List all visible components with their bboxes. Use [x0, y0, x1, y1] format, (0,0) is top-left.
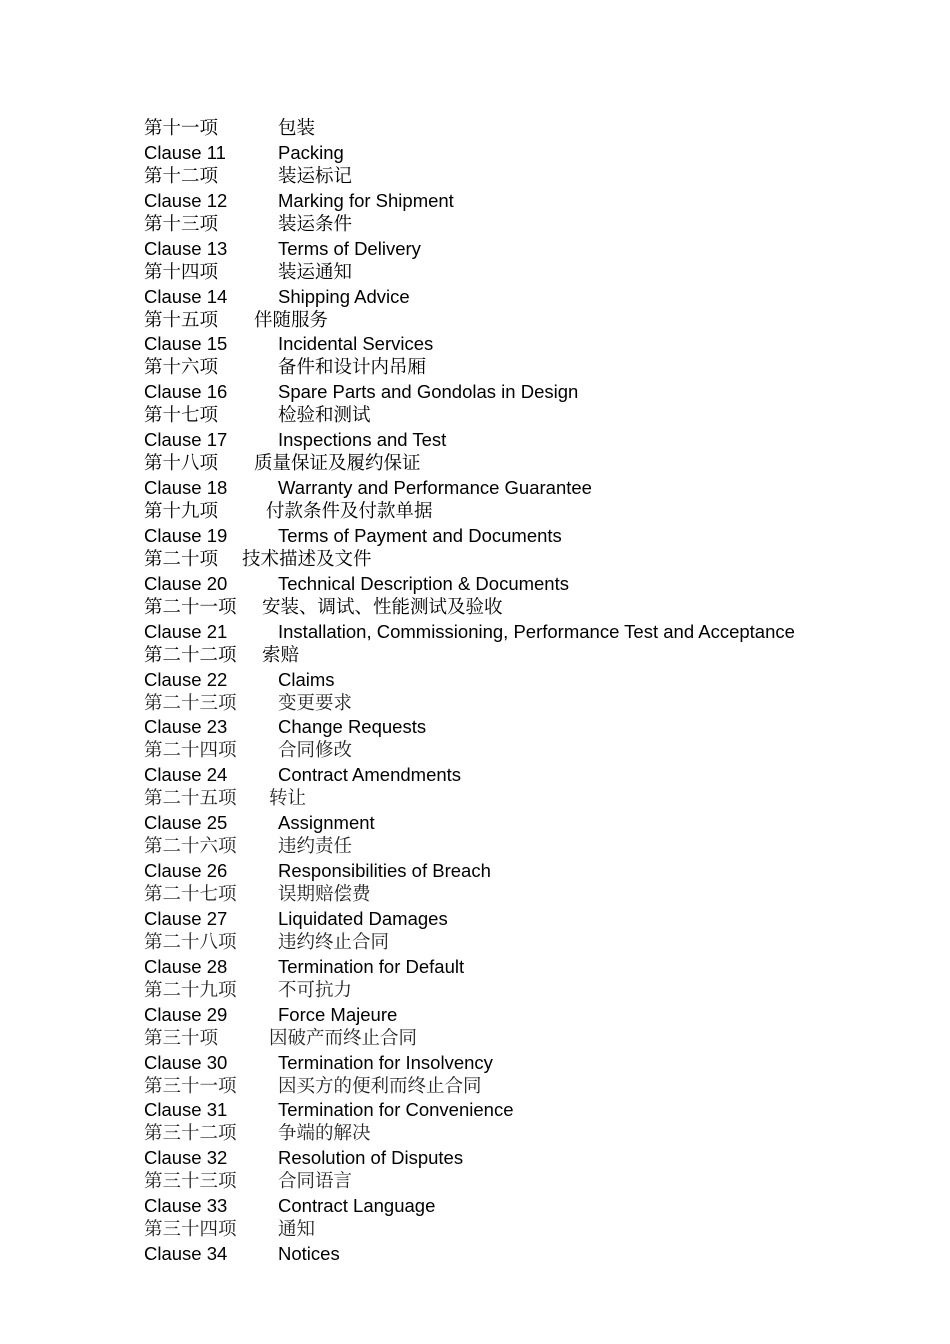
clause-zh-number: 第十五项 [144, 309, 219, 331]
clause-zh-number: 第十七项 [144, 405, 219, 427]
clause-en-number: Clause 20 [144, 572, 228, 594]
clause-zh-title: 变更要求 [278, 692, 353, 714]
clause-zh-number: 第二十三项 [144, 692, 237, 714]
clause-en-row [144, 955, 934, 979]
clause-zh-row [144, 452, 934, 476]
clause-en-number: Clause 23 [144, 716, 228, 738]
clause-zh-title: 装运条件 [278, 213, 353, 235]
clause-zh-number: 第二十八项 [144, 931, 237, 953]
clause-en-title: Liquidated Damages [278, 907, 448, 929]
clause-zh-title: 安装、调试、性能测试及验收 [262, 596, 503, 618]
clause-en-row [144, 859, 934, 883]
clause-zh-title: 装运通知 [278, 261, 353, 283]
clause-en-row [144, 572, 934, 596]
clause-en-number: Clause 17 [144, 429, 228, 451]
clause-en-row [144, 1242, 934, 1266]
clause-zh-row [144, 1170, 934, 1194]
clause-zh-row [144, 500, 934, 524]
clause-zh-title: 通知 [278, 1219, 316, 1241]
clause-en-title: Force Majeure [278, 1003, 398, 1025]
clause-en-number: Clause 26 [144, 860, 228, 882]
clause-zh-number: 第三十三项 [144, 1171, 237, 1193]
clause-en-number: Clause 22 [144, 668, 228, 690]
clause-en-number: Clause 27 [144, 907, 228, 929]
clause-en-title: Claims [278, 668, 335, 690]
clause-zh-title: 检验和测试 [278, 405, 371, 427]
clause-en-number: Clause 16 [144, 381, 228, 403]
clause-zh-number: 第十三项 [144, 213, 219, 235]
clause-en-title: Spare Parts and Gondolas in Design [278, 381, 579, 403]
clause-en-number: Clause 29 [144, 1003, 228, 1025]
clause-zh-row [144, 1218, 934, 1242]
clause-en-row [144, 1051, 934, 1075]
clause-zh-row [144, 883, 934, 907]
clause-zh-number: 第二十四项 [144, 740, 237, 762]
clause-en-row [144, 620, 934, 644]
clause-zh-row [144, 692, 934, 716]
clause-zh-row [144, 644, 934, 668]
clause-en-number: Clause 14 [144, 285, 228, 307]
clause-zh-title: 争端的解决 [278, 1123, 371, 1145]
clause-en-title: Change Requests [278, 716, 427, 738]
clause-zh-row [144, 261, 934, 285]
clause-en-title: Installation, Commissioning, Performance Test and Acceptance [278, 620, 795, 642]
clause-en-row [144, 1194, 934, 1218]
clause-zh-row [144, 309, 934, 333]
clause-zh-number: 第二十二项 [144, 644, 237, 666]
clause-zh-title: 备件和设计内吊厢 [278, 357, 427, 379]
clause-zh-row [144, 787, 934, 811]
clause-en-row [144, 380, 934, 404]
clause-zh-title: 付款条件及付款单据 [266, 501, 433, 522]
clause-en-number: Clause 25 [144, 812, 228, 834]
clause-zh-title: 质量保证及履约保证 [254, 453, 421, 475]
clause-en-row [144, 715, 934, 739]
clause-zh-title: 违约责任 [278, 836, 353, 858]
clause-en-row [144, 189, 934, 213]
clause-zh-row [144, 739, 934, 763]
clause-zh-title: 包装 [278, 118, 316, 139]
clause-en-number: Clause 28 [144, 955, 228, 977]
clause-zh-title: 伴随服务 [254, 309, 329, 331]
clause-zh-title: 转让 [269, 788, 307, 810]
clause-zh-title: 误期赔偿费 [278, 884, 371, 905]
clause-en-number: Clause 32 [144, 1147, 228, 1169]
clause-zh-row [144, 165, 934, 189]
clause-en-title: Marking for Shipment [278, 189, 454, 211]
clause-zh-row [144, 548, 934, 572]
clause-en-title: Terms of Payment and Documents [278, 524, 562, 546]
clause-en-number: Clause 12 [144, 189, 228, 211]
clause-en-title: Responsibilities of Breach [278, 860, 491, 882]
clause-zh-number: 第二十七项 [144, 884, 237, 905]
clause-en-number: Clause 31 [144, 1099, 228, 1121]
clause-en-row [144, 285, 934, 309]
clause-zh-row [144, 596, 934, 620]
clause-zh-row [144, 356, 934, 380]
clause-zh-number: 第二十六项 [144, 836, 237, 858]
clause-en-title: Notices [278, 1243, 340, 1265]
clause-zh-number: 第三十一项 [144, 1075, 237, 1097]
clause-en-row [144, 141, 934, 165]
clause-zh-number: 第十九项 [144, 501, 219, 522]
clause-zh-row [144, 213, 934, 237]
clause-zh-number: 第三十四项 [144, 1219, 237, 1241]
clause-zh-row [144, 404, 934, 428]
clause-en-row [144, 763, 934, 787]
clause-en-title: Incidental Services [278, 333, 434, 355]
clause-en-title: Contract Language [278, 1195, 436, 1217]
clause-en-title: Termination for Insolvency [278, 1051, 493, 1073]
clause-zh-row [144, 1075, 934, 1099]
clause-zh-number: 第十四项 [144, 261, 219, 283]
clause-zh-number: 第二十项 [144, 548, 219, 570]
clause-en-number: Clause 15 [144, 333, 228, 355]
clause-zh-title: 因破产而终止合同 [269, 1027, 418, 1049]
clause-en-row [144, 237, 934, 261]
clause-en-title: Terms of Delivery [278, 237, 421, 259]
clause-zh-number: 第十八项 [144, 453, 219, 475]
clause-zh-number: 第二十五项 [144, 788, 237, 810]
clause-zh-title: 合同语言 [278, 1171, 353, 1193]
clause-zh-row [144, 117, 934, 141]
clause-en-row [144, 811, 934, 835]
clause-zh-number: 第十二项 [144, 165, 219, 187]
clause-zh-title: 违约终止合同 [278, 931, 390, 953]
clause-en-row [144, 476, 934, 500]
clause-en-title: Resolution of Disputes [278, 1147, 464, 1169]
clause-en-number: Clause 18 [144, 477, 228, 499]
clause-en-number: Clause 21 [144, 620, 228, 642]
clause-en-title: Termination for Default [278, 955, 465, 977]
clause-zh-row [144, 979, 934, 1003]
clause-zh-row [144, 931, 934, 955]
clause-en-row [144, 1146, 934, 1170]
clause-en-title: Packing [278, 141, 344, 163]
clause-zh-title: 索赔 [262, 644, 300, 666]
clause-en-row [144, 668, 934, 692]
clause-zh-title: 装运标记 [278, 165, 353, 187]
clause-en-number: Clause 24 [144, 764, 228, 786]
clause-zh-number: 第三十项 [144, 1027, 219, 1049]
clause-en-row [144, 1003, 934, 1027]
clause-en-number: Clause 19 [144, 524, 228, 546]
clause-zh-title: 因买方的便利而终止合同 [278, 1075, 482, 1097]
clause-en-number: Clause 13 [144, 237, 228, 259]
clause-en-title: Shipping Advice [278, 285, 410, 307]
clause-zh-title: 合同修改 [278, 740, 353, 762]
clause-en-row [144, 1098, 934, 1122]
clause-en-number: Clause 11 [144, 141, 226, 163]
clause-en-title: Assignment [278, 812, 375, 834]
clause-en-title: Termination for Convenience [278, 1099, 514, 1121]
clause-en-number: Clause 34 [144, 1243, 228, 1265]
clause-en-title: Contract Amendments [278, 764, 462, 786]
clause-list [144, 117, 934, 1266]
clause-en-number: Clause 30 [144, 1051, 228, 1073]
clause-zh-title: 不可抗力 [278, 979, 353, 1001]
clause-en-row [144, 428, 934, 452]
clause-zh-title: 技术描述及文件 [242, 548, 372, 570]
clause-zh-number: 第二十一项 [144, 596, 237, 618]
clause-zh-row [144, 1027, 934, 1051]
clause-zh-number: 第十一项 [144, 118, 219, 139]
clause-zh-number: 第二十九项 [144, 979, 237, 1001]
clause-en-number: Clause 33 [144, 1195, 228, 1217]
clause-en-title: Warranty and Performance Guarantee [278, 477, 592, 499]
clause-zh-row [144, 1122, 934, 1146]
clause-en-row [144, 907, 934, 931]
clause-zh-number: 第三十二项 [144, 1123, 237, 1145]
clause-zh-number: 第十六项 [144, 357, 219, 379]
clause-en-title: Technical Description & Documents [278, 572, 569, 594]
clause-en-row [144, 524, 934, 548]
clause-zh-row [144, 835, 934, 859]
clause-en-row [144, 332, 934, 356]
clause-en-title: Inspections and Test [278, 429, 447, 451]
